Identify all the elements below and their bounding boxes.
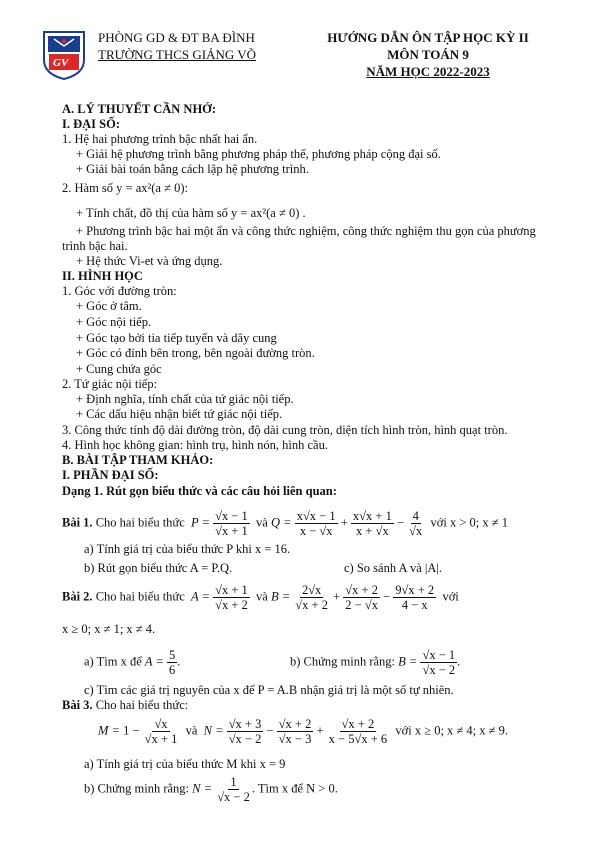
exercise-part: a) Tính giá trị của biểu thức P khi x = 16. <box>84 542 291 556</box>
exercise-condition: với x ≥ 0; x ≠ 4; x ≠ 9. <box>395 723 508 738</box>
exercise-condition: với x > 0; x ≠ 1 <box>430 515 508 530</box>
exercise-intro: Cho hai biểu thức <box>95 589 185 604</box>
exercise-part: b) Chứng minh rằng: B = $\frac{√x - 1}{√x - 2}$ . <box>290 648 461 677</box>
theory-item: 2. Hàm số y = ax²(a ≠ 0): <box>62 181 188 195</box>
school-name: TRƯỜNG THCS GIẢNG VÕ <box>98 47 257 62</box>
theory-item: + Định nghĩa, tính chất của tứ giác nội tiếp. <box>76 392 294 406</box>
exercise-3-statement <box>62 698 188 713</box>
geometry-heading: II. HÌNH HỌC <box>62 269 143 283</box>
doc-title: HƯỚNG DẪN ÔN TẬP HỌC KỲ II <box>327 30 529 45</box>
exercise-part: a) Tìm x để A = $\frac{5}{6}$ . <box>84 648 181 677</box>
exercise-part: b) Rút gọn biểu thức A = P.Q. <box>84 561 233 575</box>
exercise-part: c) Tìm các giá trị nguyên của x để P = A.B nhận giá trị là một số tự nhiên. <box>84 683 454 697</box>
exercise-title: Bài 1. <box>62 515 93 530</box>
exercise-3-formulas: M = 1 − $\frac{√x}{√x + 1}$ và N = $\frac{√x + 3}{√x - 2}$ − $\frac{√x + 2}{√x - 3}$ + $\frac{√x + 2}{x - 5√x + 6}$ với x ≥ 0; x ≠ 4; x ≠ 9. <box>98 717 508 746</box>
theory-item: + Tính chất, đồ thị của hàm số y = ax²(a ≠ 0) . <box>76 206 306 220</box>
exercise-condition: x ≥ 0; x ≠ 1; x ≠ 4. <box>62 622 156 636</box>
section-a-heading: A. LÝ THUYẾT CẦN NHỚ: <box>62 102 217 116</box>
theory-item: + Giải bài toán bằng cách lập hệ phương trình. <box>76 162 309 176</box>
theory-item: 4. Hình học không gian: hình trụ, hình nón, hình cầu. <box>62 438 328 452</box>
type-1-heading: Dạng 1. Rút gọn biểu thức và các câu hỏi liên quan: <box>62 484 337 498</box>
exercise-part: c) So sánh A và |A|. <box>344 561 443 575</box>
algebra-heading: I. ĐẠI SỐ: <box>62 117 120 131</box>
subject: MÔN TOÁN 9 <box>387 47 469 62</box>
section-b-heading: B. BÀI TẬP THAM KHẢO: <box>62 453 214 467</box>
theory-item: + Hệ thức Vi-et và ứng dụng. <box>76 254 223 268</box>
school-year: NĂM HỌC 2022-2023 <box>366 64 490 79</box>
theory-item: 2. Tứ giác nội tiếp: <box>62 377 158 391</box>
theory-item: trình bậc hai. <box>62 239 128 253</box>
theory-item: + Giải hệ phương trình bằng phương pháp thế, phương pháp cộng đại số. <box>76 147 441 161</box>
exercise-title: Bài 2. <box>62 589 93 604</box>
theory-item: + Góc tạo bởi tia tiếp tuyến và dây cung <box>76 331 277 345</box>
exercise-1-statement: Bài 1. Cho hai biểu thức P = $\frac{√x - 1}{√x + 1}$ và Q = $\frac{x√x - 1}{x - √x}$ + $\frac{x√x + 1}{x + √x}$ − $\frac{4}{√x}$ với x > 0; x ≠ 1 <box>62 509 508 538</box>
theory-item: + Phương trình bậc hai một ẩn và công thức nghiệm, công thức nghiệm thu gọn của phương <box>76 224 536 238</box>
exercise-intro: Cho hai biểu thức <box>95 515 185 530</box>
theory-item: + Góc nội tiếp. <box>76 315 152 329</box>
theory-item: + Góc có đỉnh bên trong, bên ngoài đường tròn. <box>76 346 315 360</box>
theory-item: 1. Góc với đường tròn: <box>62 284 177 298</box>
exercise-condition: với <box>442 589 459 604</box>
theory-item: + Các dấu hiệu nhận biết tứ giác nội tiếp. <box>76 407 283 421</box>
school-logo <box>40 30 88 80</box>
exercise-2-statement: Bài 2. Cho hai biểu thức A = $\frac{√x + 1}{√x + 2}$ và B = $\frac{2√x}{√x + 2}$ + $\frac{√x + 2}{2 - √x}$ − $\frac{9√x + 2}{4 - x}$ với <box>62 583 459 612</box>
exercise-intro: Cho hai biểu thức: <box>95 698 189 712</box>
exercise-title: Bài 3. <box>62 698 93 712</box>
theory-item: 1. Hệ hai phương trình bậc nhất hai ẩn. <box>62 132 258 146</box>
logo-text: GV <box>53 57 69 69</box>
theory-item: 3. Công thức tính độ dài đường tròn, độ dài cung tròn, diện tích hình tròn, hình quạt tròn. <box>62 423 508 437</box>
theory-item: + Cung chứa góc <box>76 362 162 376</box>
dept-name: PHÒNG GD & ĐT BA ĐÌNH <box>98 30 255 45</box>
exercise-part: b) Chứng minh rằng: N = $\frac{1}{√x - 2}$ . Tìm x để N > 0. <box>84 775 338 804</box>
algebra-part-heading: I. PHẦN ĐẠI SỐ: <box>62 468 159 482</box>
exercise-part: a) Tính giá trị của biểu thức M khi x = 9 <box>84 757 286 771</box>
theory-item: + Góc ở tâm. <box>76 299 142 313</box>
